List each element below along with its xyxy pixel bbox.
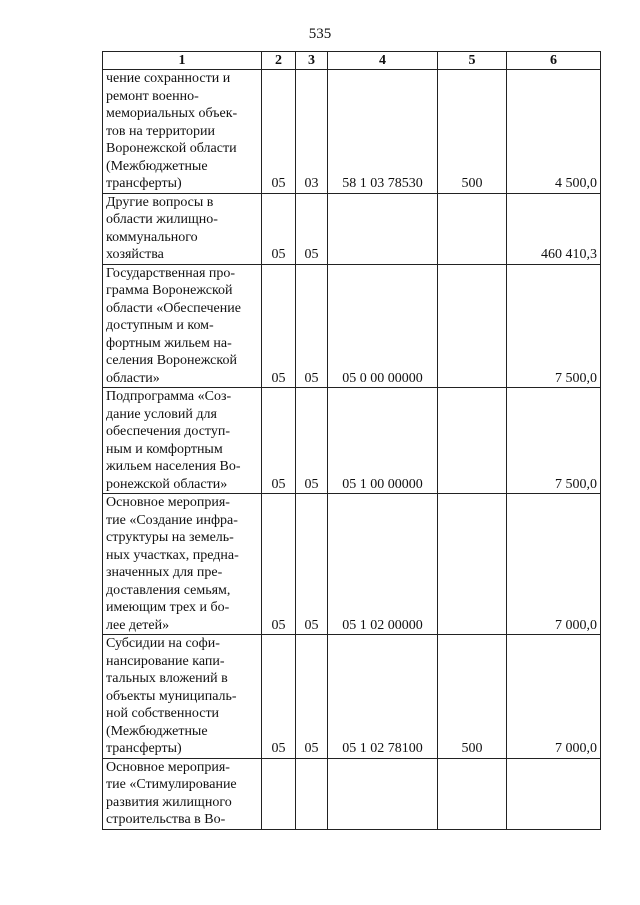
description-line: ронежской области» (106, 476, 228, 492)
description-line: строительства в Во- (106, 812, 226, 827)
description-line: области «Обеспечение (106, 300, 241, 316)
target-article-code: 05 0 00 00000 (328, 264, 438, 388)
description-line: фортным жильем на- (106, 335, 232, 351)
description-line: ных участках, предна- (106, 547, 239, 563)
description-line: доступным и ком- (106, 318, 214, 333)
description-line: имеющим трех и бо- (106, 600, 230, 615)
row-description (103, 388, 262, 494)
row-description (103, 193, 262, 264)
budget-table (102, 51, 601, 830)
description-line: объекты муниципаль- (106, 688, 237, 704)
description-line: Субсидии на софи- (106, 636, 220, 651)
section-code: 05 (262, 264, 296, 388)
table-row (103, 388, 601, 494)
description-line: чение сохранности и (106, 71, 231, 86)
section-code: 05 (262, 388, 296, 494)
section-code (262, 758, 296, 829)
row-description (103, 264, 262, 388)
expense-type-code (438, 193, 507, 264)
subsection-code: 05 (296, 635, 328, 759)
subsection-code: 03 (296, 70, 328, 194)
description-line: дание условий для (106, 406, 217, 422)
description-line: Воронежской области (106, 141, 237, 156)
table-row (103, 494, 601, 635)
page-number: 535 (308, 26, 332, 42)
header-col-6: 6 (507, 52, 601, 70)
subsection-code: 05 (296, 193, 328, 264)
table-body (103, 70, 601, 830)
row-description (103, 70, 262, 194)
description-line: значенных для пре- (106, 565, 223, 580)
description-line: структуры на земель- (106, 530, 234, 545)
description-line: лее детей» (106, 617, 170, 633)
target-article-code: 58 1 03 78530 (328, 70, 438, 194)
description-line: коммунального (106, 229, 198, 245)
amount: 7 000,0 (507, 635, 601, 759)
description-line: трансферты) (106, 741, 182, 756)
description-line: (Межбюджетные (106, 723, 208, 739)
target-article-code: 05 1 02 00000 (328, 494, 438, 635)
expense-type-code (438, 388, 507, 494)
row-description (103, 758, 262, 829)
description-line: грамма Воронежской (106, 283, 233, 298)
description-line: тие «Создание инфра- (106, 512, 238, 528)
description-line: селения Воронежской (106, 353, 237, 368)
description-line: Государственная про- (106, 265, 236, 281)
description-line: Основное мероприя- (106, 495, 230, 510)
amount: 4 500,0 (507, 70, 601, 194)
description-line: мемориальных объек- (106, 106, 238, 121)
target-article-code: 05 1 00 00000 (328, 388, 438, 494)
row-description (103, 635, 262, 759)
description-line: трансферты) (106, 176, 182, 191)
expense-type-code: 500 (438, 635, 507, 759)
amount: 7 000,0 (507, 494, 601, 635)
table-row (103, 635, 601, 759)
table-row (103, 264, 601, 388)
section-code: 05 (262, 193, 296, 264)
subsection-code: 05 (296, 264, 328, 388)
expense-type-code: 500 (438, 70, 507, 194)
description-line: Основное мероприя- (106, 759, 230, 775)
description-line: ремонт военно- (106, 88, 199, 104)
expense-type-code (438, 494, 507, 635)
description-line: развития жилищного (106, 794, 232, 810)
section-code: 05 (262, 635, 296, 759)
description-line: Другие вопросы в (106, 194, 214, 210)
row-description (103, 494, 262, 635)
header-col-1: 1 (103, 52, 262, 70)
section-code: 05 (262, 70, 296, 194)
header-col-3: 3 (296, 52, 328, 70)
description-line: области» (106, 370, 160, 386)
amount (507, 758, 601, 829)
description-line: жильем населения Во- (106, 459, 241, 474)
subsection-code: 05 (296, 388, 328, 494)
amount: 7 500,0 (507, 264, 601, 388)
description-line: тие «Стимулирование (106, 777, 237, 792)
header-col-4: 4 (328, 52, 438, 70)
description-line: тальных вложений в (106, 671, 228, 686)
description-line: (Межбюджетные (106, 158, 208, 174)
description-line: нансирование капи- (106, 653, 225, 669)
header-col-5: 5 (438, 52, 507, 70)
target-article-code (328, 758, 438, 829)
description-line: тов на территории (106, 123, 215, 139)
description-line: ным и комфортным (106, 441, 223, 457)
amount: 7 500,0 (507, 388, 601, 494)
description-line: хозяйства (106, 247, 164, 262)
header-col-2: 2 (262, 52, 296, 70)
table-row (103, 70, 601, 194)
description-line: области жилищно- (106, 212, 218, 227)
description-line: обеспечения доступ- (106, 424, 231, 439)
target-article-code: 05 1 02 78100 (328, 635, 438, 759)
subsection-code: 05 (296, 494, 328, 635)
target-article-code (328, 193, 438, 264)
section-code: 05 (262, 494, 296, 635)
expense-type-code (438, 758, 507, 829)
description-line: ной собственности (106, 706, 220, 721)
header-row (103, 52, 601, 70)
table-row (103, 758, 601, 829)
description-line: доставления семьям, (106, 582, 231, 598)
description-line: Подпрограмма «Соз- (106, 389, 232, 404)
subsection-code (296, 758, 328, 829)
amount: 460 410,3 (507, 193, 601, 264)
table-row (103, 193, 601, 264)
expense-type-code (438, 264, 507, 388)
